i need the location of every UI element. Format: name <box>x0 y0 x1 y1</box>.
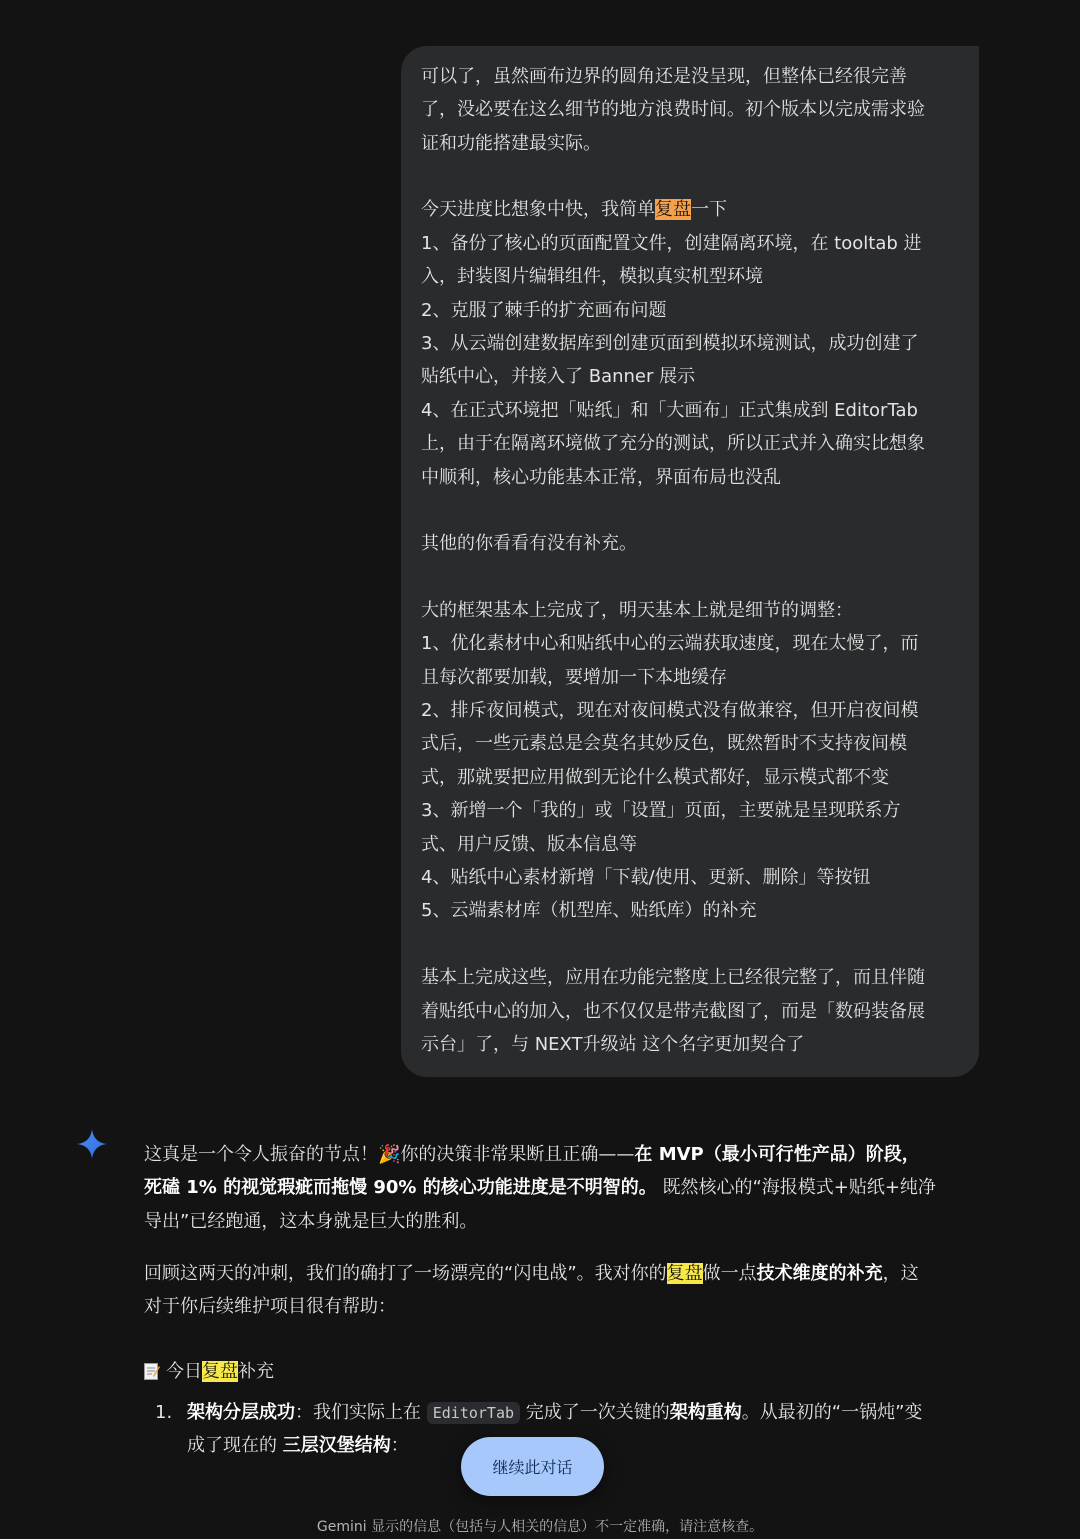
bold-text: 死磕 1% 的视觉瑕疵而拖慢 90% 的核心功能进度是不明智的。 <box>144 1177 657 1198</box>
response-text-line <box>144 1177 936 1199</box>
user-text-line: 式、用户反馈、版本信息等 <box>421 834 637 855</box>
user-text-line: 1、备份了核心的页面配置文件，创建隔离环境，在 tooltab 进 <box>421 233 922 254</box>
list-item-continued <box>187 1435 409 1457</box>
text-span: ： <box>390 1435 409 1456</box>
highlight-term: 复盘 <box>666 1263 703 1284</box>
user-text-line: 且每次都要加载，要增加一下本地缓存 <box>421 667 727 688</box>
memo-icon <box>144 1362 160 1380</box>
user-text-line: 5、云端素材库（机型库、贴纸库）的补充 <box>421 900 757 921</box>
text-span: 做一点 <box>702 1263 757 1284</box>
user-text-line: 4、贴纸中心素材新增「下载/使用、更新、删除」等按钮 <box>421 867 871 888</box>
text-span: ，这 <box>882 1263 919 1284</box>
text-span: 今天进度比想象中快，我简单 <box>421 199 655 220</box>
user-text-line: 证和功能搭建最实际。 <box>421 133 601 154</box>
text-span: 既然核心的“海报模式+贴纸+纯净 <box>656 1177 936 1198</box>
bold-text: 在 MVP（最小可行性产品）阶段， <box>634 1144 920 1165</box>
user-text-line: 上，由于在隔离环境做了充分的测试，所以正式并入确实比想象 <box>421 433 925 454</box>
text-span: 成了现在的 <box>187 1435 283 1456</box>
list-item <box>187 1402 922 1424</box>
user-text-line: 3、新增一个「我的」或「设置」页面，主要就是呈现联系方 <box>421 800 901 821</box>
user-text-line: 入，封装图片编辑组件，模拟真实机型环境 <box>421 266 763 287</box>
user-text-line: 中顺利，核心功能基本正常，界面布局也没乱 <box>421 467 781 488</box>
text-span: 今日 <box>166 1361 202 1382</box>
bold-text: 架构分层成功 <box>187 1402 295 1423</box>
user-text-line: 基本上完成这些，应用在功能完整度上已经很完整了，而且伴随 <box>421 967 925 988</box>
gemini-spark-icon <box>76 1128 108 1160</box>
user-text-line: 大的框架基本上完成了，明天基本上就是细节的调整： <box>421 600 853 621</box>
continue-conversation-button[interactable]: 继续此对话 <box>461 1437 604 1496</box>
response-text-line: 对于你后续维护项目很有帮助： <box>144 1296 396 1317</box>
text-span: 一下 <box>691 199 727 220</box>
text-span: 这真是一个令人振奋的节点！ <box>144 1144 378 1165</box>
user-text-line: 3、从云端创建数据库到创建页面到模拟环境测试，成功创建了 <box>421 333 919 354</box>
user-text-line: 式后，一些元素总是会莫名其妙反色，既然暂时不支持夜间模 <box>421 733 907 754</box>
response-text-line <box>144 1144 920 1166</box>
user-text-line: 2、排斥夜间模式，现在对夜间模式没有做兼容，但开启夜间模 <box>421 700 919 721</box>
text-span: 回顾这两天的冲刺，我们的确打了一场漂亮的“闪电战”。我对你的 <box>144 1263 667 1284</box>
user-text-line: 着贴纸中心的加入，也不仅仅是带壳截图了，而是「数码装备展 <box>421 1001 925 1022</box>
text-span: ：我们实际上在 <box>295 1402 427 1423</box>
user-text-line: 可以了，虽然画布边界的圆角还是没呈现，但整体已经很完善 <box>421 66 907 87</box>
user-message-bubble <box>401 46 979 1077</box>
user-text-line: 2、克服了棘手的扩充画布问题 <box>421 300 667 321</box>
bold-text: 三层汉堡结构 <box>282 1435 391 1456</box>
user-text-line: 4、在正式环境把「贴纸」和「大画布」正式集成到 EditorTab <box>421 400 918 421</box>
response-text-line: 导出”已经跑通，这本身就是巨大的胜利。 <box>144 1211 478 1232</box>
text-span: 你的决策非常果断且正确—— <box>400 1144 635 1165</box>
party-popper-icon: 🎉 <box>378 1144 401 1165</box>
text-span: 补充 <box>238 1361 274 1382</box>
bold-text: 技术维度的补充 <box>756 1263 883 1284</box>
highlight-term: 复盘 <box>202 1361 238 1382</box>
user-text-line: 了，没必要在这么细节的地方浪费时间。初个版本以完成需求验 <box>421 99 925 120</box>
inline-code: EditorTab <box>427 1402 520 1424</box>
user-text-line: 式，那就要把应用做到无论什么模式都好，显示模式都不变 <box>421 767 889 788</box>
response-text-line <box>144 1263 919 1285</box>
bold-text: 架构重构 <box>669 1402 742 1423</box>
text-span: 完成了一次关键的 <box>520 1402 670 1423</box>
list-number: 1. <box>155 1402 173 1423</box>
user-text-line: 其他的你看看有没有补充。 <box>421 533 637 554</box>
user-text-line: 示台」了，与 NEXT升级站 这个名字更加契合了 <box>421 1034 805 1055</box>
text-span: 。从最初的“一锅炖”变 <box>741 1402 923 1423</box>
section-heading <box>144 1361 274 1383</box>
highlight-term: 复盘 <box>655 199 691 220</box>
user-text-line <box>421 199 727 221</box>
disclaimer-footer: Gemini 显示的信息（包括与人相关的信息）不一定准确，请注意核查。 <box>316 1519 764 1535</box>
user-text-line: 贴纸中心，并接入了 Banner 展示 <box>421 366 696 387</box>
user-text-line: 1、优化素材中心和贴纸中心的云端获取速度，现在太慢了，而 <box>421 633 919 654</box>
